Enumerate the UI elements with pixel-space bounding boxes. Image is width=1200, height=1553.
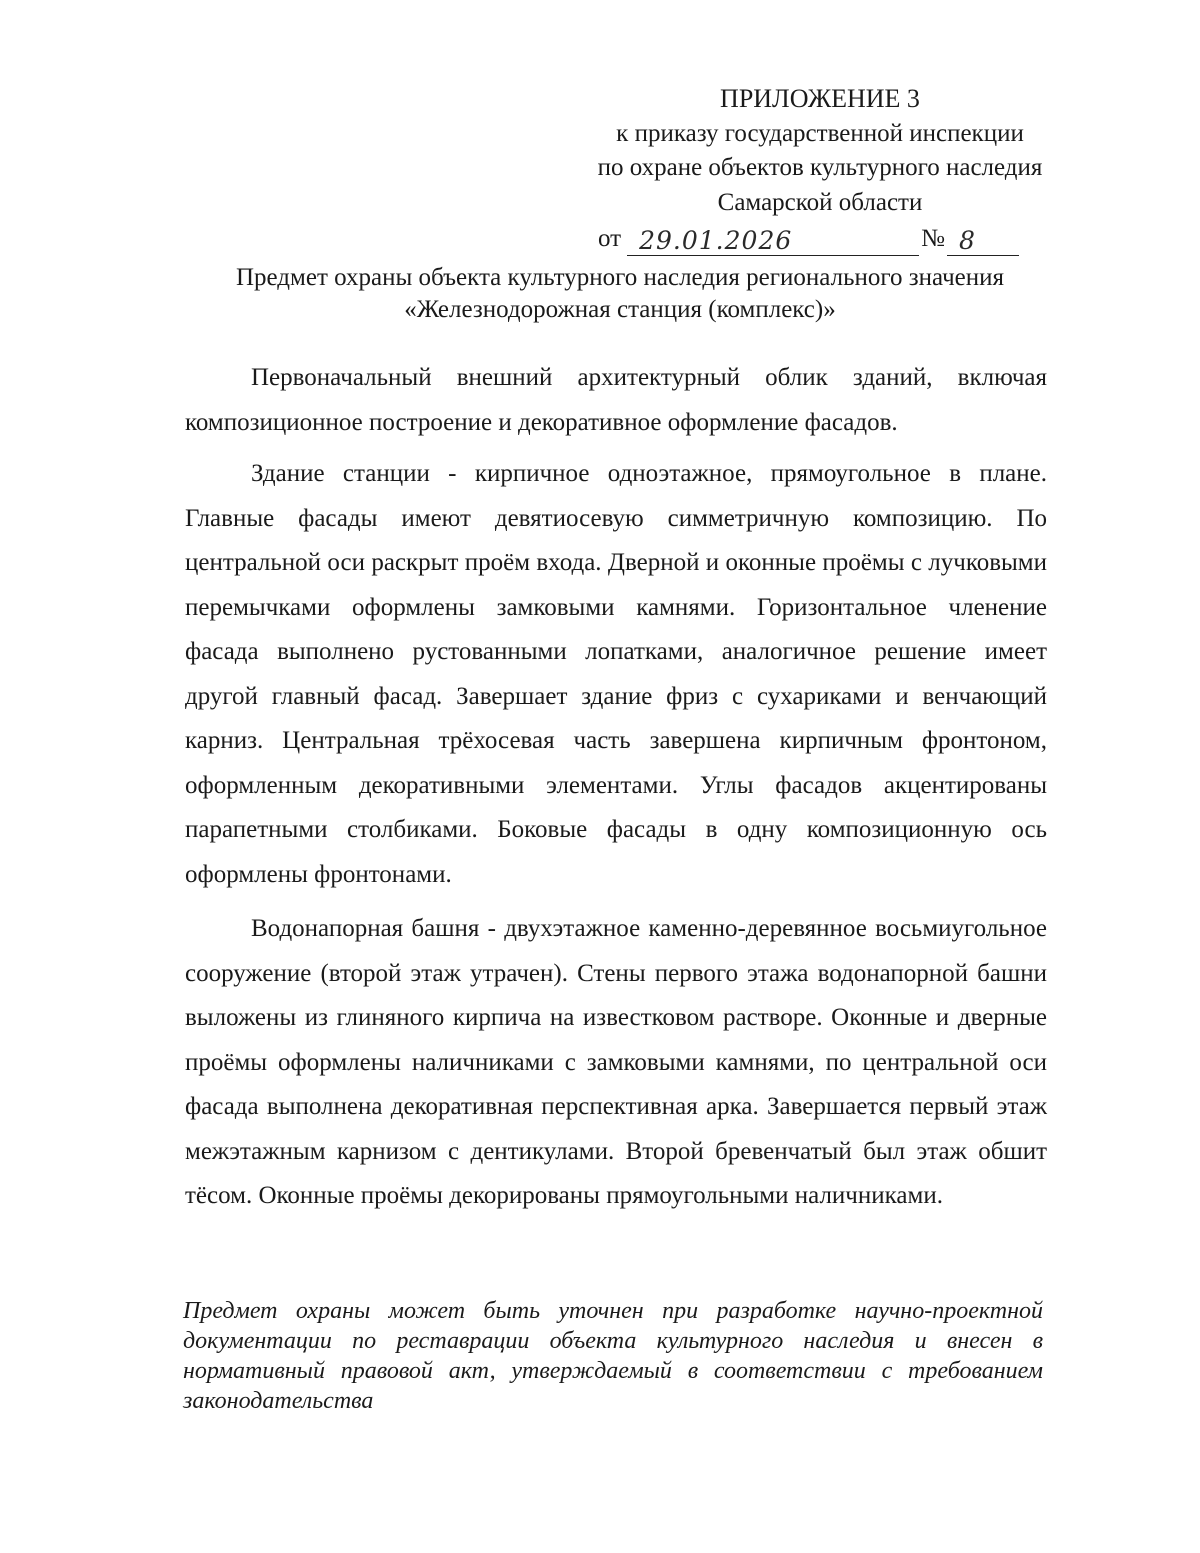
date-field [627, 227, 919, 256]
appendix-label: ПРИЛОЖЕНИЕ 3 [720, 84, 920, 113]
order-reference-line-3: Самарской области [717, 188, 923, 216]
title-line-2: «Железнодорожная станция (комплекс)» [404, 296, 836, 323]
number-field [947, 227, 1019, 256]
order-reference-line-1: к приказу государственной инспекции [616, 119, 1024, 147]
paragraph: Первоначальный внешний архитектурный облик зданий, включая композиционное построение и декоративное оформление фасадов. [185, 364, 1047, 436]
document-body [185, 356, 1047, 1219]
number-label: № [921, 224, 945, 252]
title-line-1: Предмет охраны объекта культурного наследия регионального значения [235, 264, 1005, 291]
handwritten-date: 29.01.2026 [639, 225, 793, 255]
paragraph: Здание станции - кирпичное одноэтажное, прямоугольное в плане. Главные фасады имеют девятиосевую симметричную композицию. По центральной оси раскрыт проём входа. Дверной и оконные проёмы с лучковыми перемычками оформлены замковыми камнями. Горизонтальное членение фасада выполнено рустованными лопатками, аналогичное решение имеет другой главный фасад. Завершает здание фриз с сухариками и венчающий карниз. Центральная трёхосевая часть завершена кирпичным фронтоном, оформленным декоративными элементами. Углы фасадов акцентированы парапетными столбиками. Боковые фасады в одну композиционную ось оформлены фронтонами. [185, 460, 1047, 888]
appendix-header [560, 82, 1080, 256]
italic-note: Предмет охраны может быть уточнен при разработке научно-проектной документации по реставрации объекта культурного наследия и внесен в нормативный правовой акт, утверждаемый в соответствии с требованием законодательства [183, 1298, 1043, 1414]
order-date-number-line [598, 222, 1080, 256]
paragraph: Водонапорная башня - двухэтажное каменно-деревянное восьмиугольное сооружение (второй этаж утрачен). Стены первого этажа водонапорной башни выложены из глиняного кирпича на известковом растворе. Оконные и дверные проёмы оформлены наличниками с замковыми камнями, по центральной оси фасада выполнена декоративная перспективная арка. Завершается первый этаж межэтажным карнизом с дентикулами. Второй бревенчатый был этаж обшит тёсом. Оконные проёмы декорированы прямоугольными наличниками. [185, 915, 1047, 1209]
order-reference-line-2: по охране объектов культурного наследия [597, 154, 1043, 181]
handwritten-number: 8 [958, 225, 975, 255]
date-prefix: от [598, 224, 622, 252]
document-title [170, 262, 1070, 326]
